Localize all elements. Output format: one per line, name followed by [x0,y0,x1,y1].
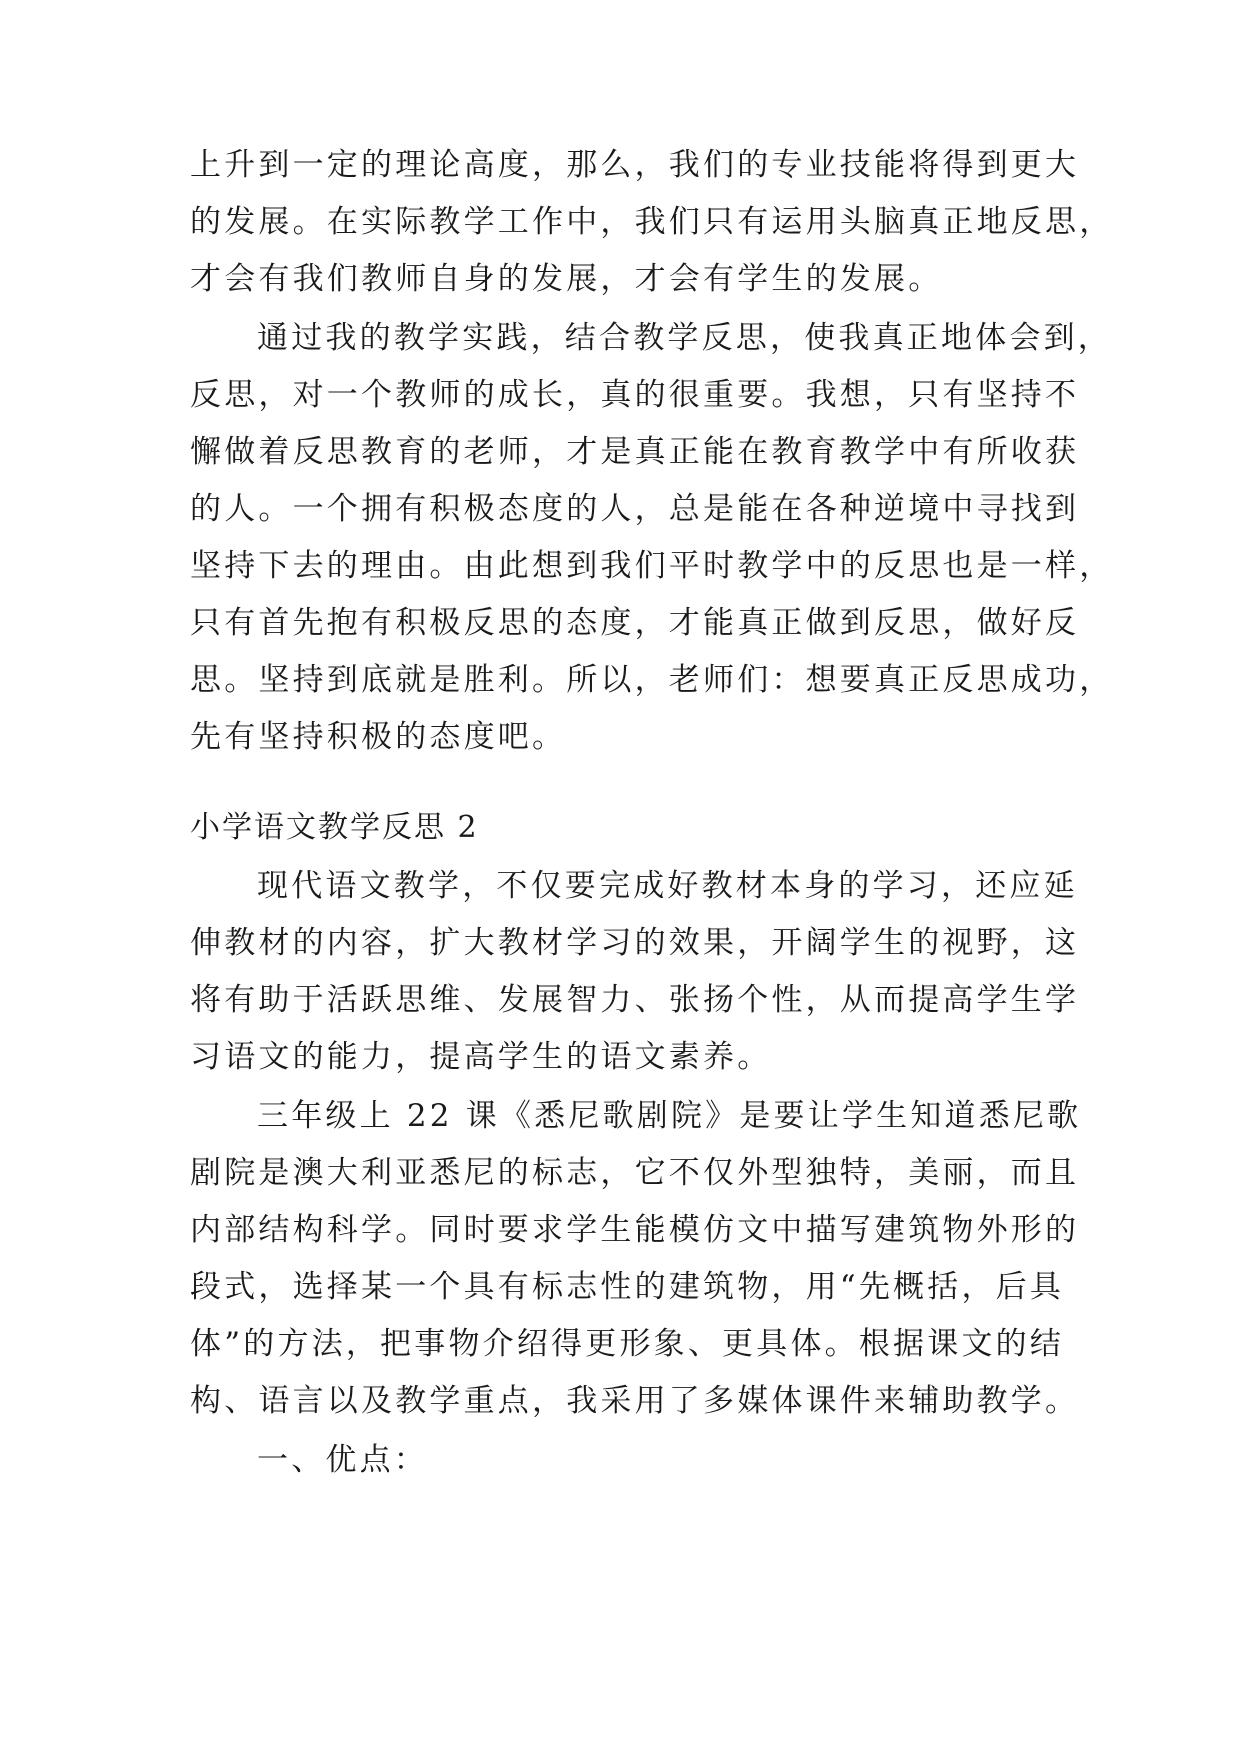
paragraph-line: 先有坚持积极的态度吧。 [190,719,567,755]
paragraph-line: 上升到一定的理论高度，那么，我们的专业技能将得到更大 [190,147,1080,183]
paragraph-line: 的发展。在实际教学工作中，我们只有运用头脑真正地反思， [190,204,1114,240]
paragraph-line: 现代语文教学，不仅要完成好教材本身的学习，还应延 [257,868,1078,904]
paragraph-line: 将有助于活跃思维、发展智力、张扬个性，从而提高学生学 [190,982,1080,1018]
paragraph-line: 三年级上 22 课《悉尼歌剧院》是要让学生知道悉尼歌 [257,1098,1082,1134]
paragraph-line: 段式，选择某一个具有标志性的建筑物，用“先概括，后具 [190,1269,1065,1305]
paragraph-line: 构、语言以及教学重点，我采用了多媒体课件来辅助教学。 [190,1383,1080,1419]
paragraph-line: 剧院是澳大利亚悉尼的标志，它不仅外型独特，美丽，而且 [190,1155,1080,1191]
paragraph-line: 体”的方法，把事物介绍得更形象、更具体。根据课文的结 [190,1326,1065,1362]
paragraph-line: 思。坚持到底就是胜利。所以，老师们：想要真正反思成功， [190,662,1114,698]
paragraph-line: 才会有我们教师自身的发展，才会有学生的发展。 [190,261,943,297]
paragraph-line: 伸教材的内容，扩大教材学习的效果，开阔学生的视野，这 [190,925,1080,961]
paragraph-line: 坚持下去的理由。由此想到我们平时教学中的反思也是一样， [190,548,1114,584]
paragraph-line: 习语文的能力，提高学生的语文素养。 [190,1039,772,1075]
paragraph-line: 内部结构科学。同时要求学生能模仿文中描写建筑物外形的 [190,1212,1080,1248]
paragraph-line: 懈做着反思教育的老师，才是真正能在教育教学中有所收获 [190,434,1080,470]
section-heading: 小学语文教学反思 2 [190,810,479,845]
paragraph-line: 反思，对一个教师的成长，真的很重要。我想，只有坚持不 [190,377,1080,413]
list-heading: 一、优点： [257,1442,428,1478]
paragraph-line: 通过我的教学实践，结合教学反思，使我真正地体会到， [257,320,1112,356]
paragraph-line: 只有首先抱有积极反思的态度，才能真正做到反思，做好反 [190,605,1080,641]
paragraph-line: 的人。一个拥有积极态度的人，总是能在各种逆境中寻找到 [190,491,1080,527]
